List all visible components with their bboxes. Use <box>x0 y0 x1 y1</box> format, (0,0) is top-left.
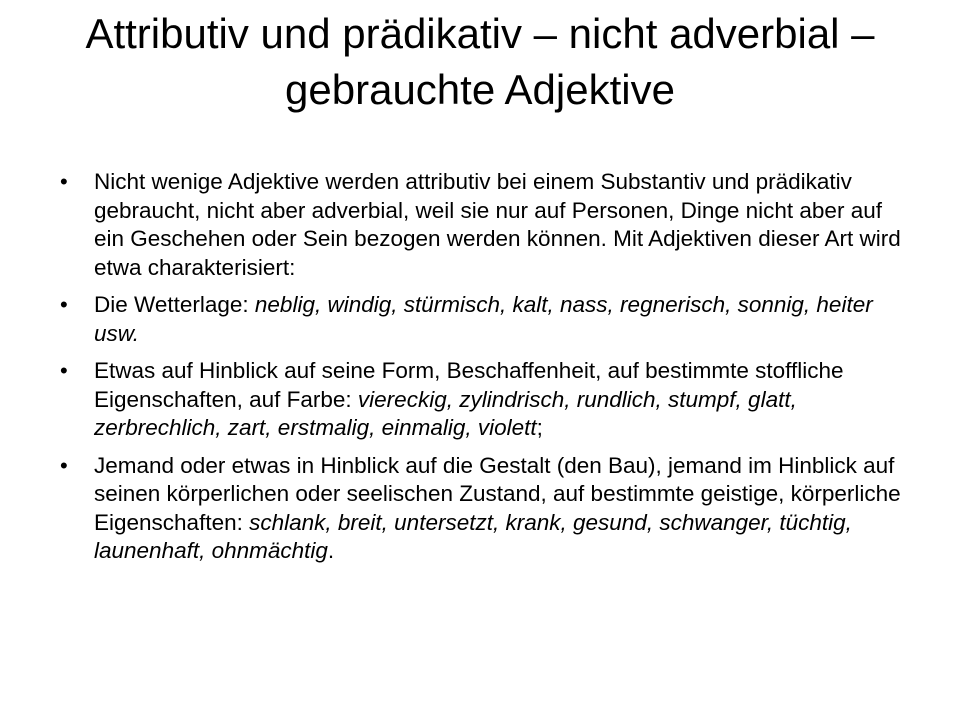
bullet-icon: • <box>60 292 68 317</box>
bullet-icon: • <box>60 358 68 383</box>
item-lead: Die Wetterlage: <box>94 292 255 317</box>
slide-title: Attributiv und prädikativ – nicht adverbial – gebrauchte Adjektive <box>85 10 875 113</box>
list-item <box>60 357 910 443</box>
item-examples: neblig, windig, stürmisch, kalt, nass, regnerisch, sonnig, heiter usw. <box>94 292 873 346</box>
bullet-list <box>60 168 910 575</box>
item-tail: . <box>327 538 335 563</box>
list-item <box>60 291 910 348</box>
list-item <box>60 452 910 566</box>
item-lead: Jemand oder etwas in Hinblick auf die Gestalt (den Bau), jemand im Hinblick auf seinen körperlichen oder seelischen Zustand, auf bestimmte geistige, körperliche Eigenschaften: <box>94 452 901 535</box>
list-item <box>60 168 910 282</box>
item-examples: viereckig, zylindrisch, rundlich, stumpf, glatt, zerbrechlich, zart, erstmalig, einmalig, violett <box>94 386 797 440</box>
item-lead: Etwas auf Hinblick auf seine Form, Beschaffenheit, auf bestimmte stoffliche Eigenschaften, auf Farbe: <box>94 358 844 412</box>
item-examples: schlank, breit, untersetzt, krank, gesund, schwanger, tüchtig, launenhaft, ohnmächtig <box>94 509 852 563</box>
item-tail: ; <box>536 415 543 440</box>
bullet-icon: • <box>60 452 68 478</box>
item-text: Nicht wenige Adjektive werden attributiv bei einem Substantiv und prädikativ gebraucht, nicht aber adverbial, weil sie nur auf Personen, Dinge nicht aber auf ein Geschehen oder Sein bezogen werden können. Mit Adjektiven dieser Art wird etwa charakterisiert: <box>94 169 901 280</box>
bullet-icon: • <box>60 169 68 194</box>
